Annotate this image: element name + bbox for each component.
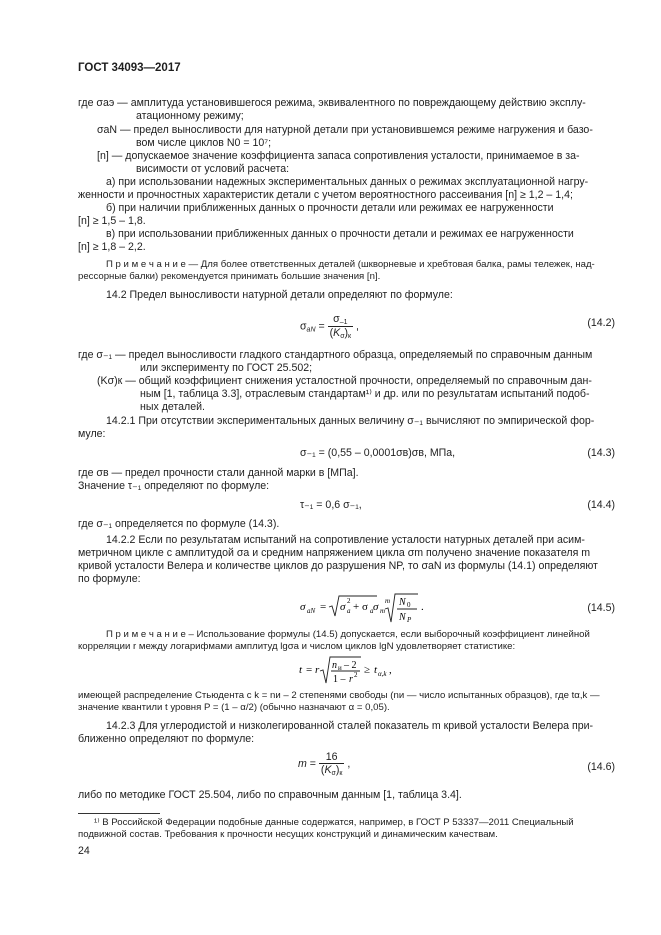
- svg-text:≥: ≥: [364, 664, 371, 676]
- list-item-c: [n] ≥ 1,8 – 2,2.: [78, 241, 146, 253]
- svg-text:N: N: [399, 597, 406, 608]
- formula-14-2: $\sigma_{aN}$ = $\frac{\sigma_{-1}}{(K_\sigma)_к}$ ,: [300, 313, 359, 340]
- formula-student: [299, 655, 399, 685]
- paragraph-line: 14.2.3 Для углеродистой и низколегированной сталей показатель m кривой усталости Велера при-: [106, 720, 594, 732]
- svg-text:– 2: – 2: [344, 660, 357, 671]
- svg-text:m: m: [380, 607, 386, 615]
- formula-14-6: m = $\frac{16}{(K_\sigma)_к}$ ,: [298, 751, 351, 777]
- svg-text:0: 0: [407, 601, 411, 609]
- svg-text:α,k: α,k: [378, 670, 387, 678]
- equation-number: (14.5): [587, 602, 615, 614]
- note: П р и м е ч а н и е — Для более ответственных деталей (шкворневые и хребтовая балка, рамы тележек, над-: [106, 259, 595, 270]
- svg-text:aN: aN: [307, 607, 316, 615]
- definition-line: ным [1, таблица 3.3], отраслевым стандартам¹⁾ и др. или по результатам испытаний подоб-: [140, 388, 590, 400]
- paragraph-line: по формуле:: [78, 573, 141, 585]
- document-header: ГОСТ 34093—2017: [78, 62, 181, 74]
- list-item-b: [n] ≥ 1,5 – 1,8.: [78, 215, 146, 227]
- page-number: 24: [78, 845, 90, 857]
- list-item-c: в) при использовании приближенных данных о прочности детали и режимах ее нагруженности: [106, 228, 574, 240]
- list-item-a: женности и прочностных характеристик детали с учетом вероятностного рассеивания [n] ≥ 1,2 – 1,4;: [78, 189, 573, 201]
- paragraph-line: 14.2.2 Если по результатам испытаний на сопротивление усталости натурных деталей при асим-: [106, 534, 585, 546]
- paragraph-line: муле:: [78, 428, 106, 440]
- svg-text:2: 2: [347, 597, 351, 605]
- formula-14-4: τ₋₁ = 0,6 σ₋₁,: [300, 499, 362, 511]
- note: имеющей распределение Стьюдента с k = nи – 2 степенями свободы (nи — число испытанных образцов), где tα,k —: [78, 690, 600, 701]
- equation-number: (14.2): [587, 317, 615, 329]
- svg-text:σ: σ: [373, 601, 379, 613]
- svg-text:и: и: [338, 664, 342, 672]
- svg-text:t: t: [374, 664, 378, 676]
- svg-text:a: a: [347, 607, 351, 615]
- svg-text:,: ,: [389, 664, 392, 676]
- note: значение квантили t уровня P = (1 – α/2) (обычно назначают α = 0,05).: [78, 702, 390, 713]
- paragraph-line: кривой усталости Велера и количестве циклов до разрушения NP, то σаN из формулы (14.1) определяют: [78, 560, 598, 572]
- paragraph-line: 14.2.1 При отсутствии экспериментальных данных величину σ₋₁ вычисляют по эмпирической фор-: [106, 415, 595, 427]
- footnote: ¹⁾ В Российской Федерации подобные данные содержатся, например, в ГОСТ Р 53337—2011 Специальный: [94, 817, 574, 828]
- footnote: подвижной состав. Требования к прочности несущих конструкций и динамическим качествам.: [78, 829, 498, 840]
- definition-line: (Kσ)к — общий коэффициент снижения усталостной прочности, определяемый по справочным дан-: [97, 375, 592, 387]
- list-item-b: б) при наличии приближенных данных о прочности детали или режимах ее нагруженности: [106, 202, 554, 214]
- svg-text:=: =: [320, 601, 327, 613]
- paragraph-line: либо по методике ГОСТ 25.504, либо по справочным данным [1, таблица 3.4].: [78, 789, 462, 801]
- definition-line: где σаэ — амплитуда установившегося режима, эквивалентного по повреждающему действию эксплу-: [78, 97, 586, 109]
- note: рессорные балки) рекомендуется принимать большие значения [n].: [78, 271, 381, 282]
- footnote-rule: [78, 813, 160, 814]
- svg-text:r: r: [349, 674, 353, 685]
- note: корреляции r между логарифмами амплитуд lgσа и числом циклов lgN удовлетворяет статистике:: [78, 641, 516, 652]
- svg-text:n: n: [332, 660, 337, 671]
- definition-line: где σв — предел прочности стали данной марки в [МПа].: [78, 467, 359, 479]
- svg-text:P: P: [407, 616, 412, 624]
- svg-text:m: m: [385, 597, 391, 605]
- svg-text:=: =: [306, 664, 313, 676]
- formula-student-graphic: [299, 655, 399, 685]
- definition-line: вом числе циклов N0 = 10⁷;: [136, 137, 272, 149]
- svg-text:.: .: [421, 601, 424, 613]
- note: П р и м е ч а н и е – Использование формулы (14.5) допускается, если выборочный коэффициент линейной: [106, 629, 590, 640]
- equation-number: (14.4): [587, 499, 615, 511]
- formula-14-3: σ₋₁ = (0,55 – 0,0001σв)σв, МПа,: [300, 447, 456, 459]
- paragraph-line: ближенно определяют по формуле:: [78, 733, 255, 745]
- definition-line: висимости от условий расчета:: [136, 163, 290, 175]
- definition-line: атационному режиму;: [136, 110, 244, 122]
- paragraph-line: Значение τ₋₁ определяют по формуле:: [78, 480, 270, 492]
- definition-line: ных деталей.: [140, 401, 205, 413]
- svg-text:σ: σ: [300, 601, 306, 613]
- definition-line: [n] — допускаемое значение коэффициента запаса сопротивления усталости, принимаемое в за-: [97, 150, 580, 162]
- equation-number: (14.3): [587, 447, 615, 459]
- svg-text:σ: σ: [340, 601, 346, 613]
- definition-line: где σ₋₁ определяется по формуле (14.3).: [78, 518, 280, 530]
- svg-text:2: 2: [354, 671, 358, 679]
- definition-line: σаN — предел выносливости для натурной детали при установившемся режиме нагружения и базо-: [97, 124, 593, 136]
- formula-14-5-graphic: [300, 592, 435, 624]
- svg-text:t: t: [299, 664, 303, 676]
- formula-14-5: [300, 592, 435, 624]
- svg-text:r: r: [315, 664, 320, 676]
- svg-text:N: N: [399, 612, 406, 623]
- svg-text:+ σ: + σ: [353, 601, 368, 613]
- equation-number: (14.6): [587, 761, 615, 773]
- svg-text:1 –: 1 –: [333, 674, 346, 685]
- paragraph-line: метричном цикле с амплитудой σа и средним напряжением цикла σm получено значение показателя m: [78, 547, 591, 559]
- definition-line: или эксперименту по ГОСТ 25.502;: [140, 362, 313, 374]
- section-intro: 14.2 Предел выносливости натурной детали определяют по формуле:: [106, 289, 453, 301]
- list-item-a: а) при использовании надежных экспериментальных данных о режимах эксплуатационной нагру-: [106, 176, 589, 188]
- definition-line: где σ₋₁ — предел выносливости гладкого стандартного образца, определяемый по справочным данным: [78, 349, 593, 361]
- svg-text:a: a: [370, 607, 374, 615]
